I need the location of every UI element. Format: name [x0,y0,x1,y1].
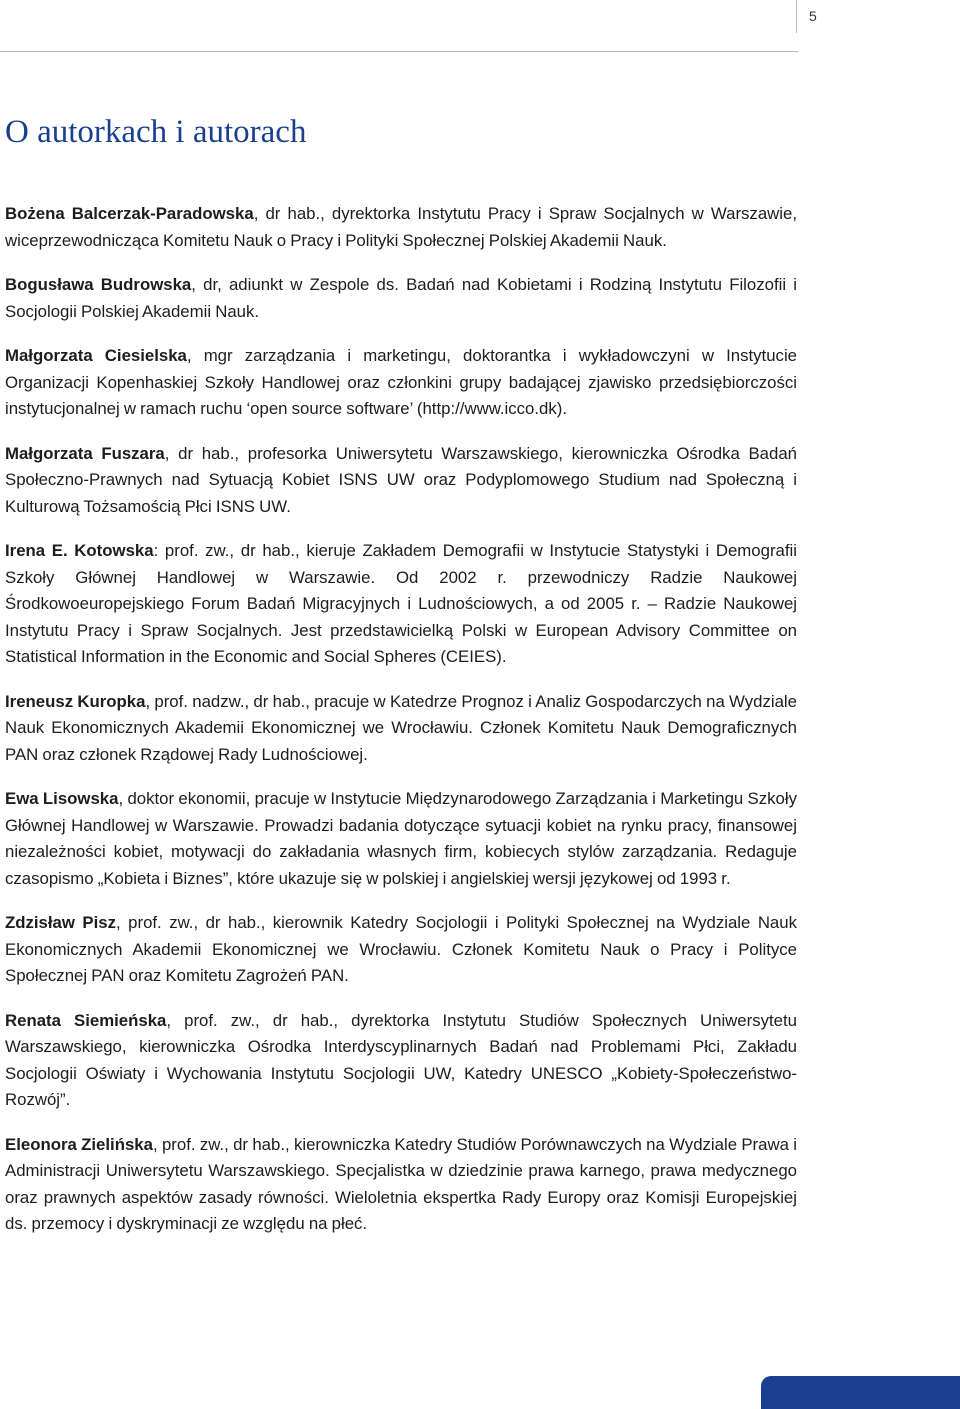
author-description: , prof. zw., dr hab., dyrektorka Instytutu Studiów Społecznych Uniwersytetu Warszawskiego, kierowniczka Ośrodka Interdyscyplinarnych Badań nad Problemami Płci, Zakładu Socjologii Oświaty i Wychowania Instytutu Socjologii UW, Katedry UNESCO „Kobiety-Społeczeństwo-Rozwój”. [5,1010,797,1109]
author-name: Bożena Balcerzak-Paradowska [5,204,254,223]
author-bio [5,441,797,521]
author-description: , doktor ekonomii, pracuje w Instytucie Międzynarodowego Zarządzania i Marketingu Szkoły Głównej Handlowej w Warszawie. Prowadzi badania dotyczące sytuacji kobiet na rynku pracy, finansowej niezależności kobiet, motywacji do zakładania własnych firm, kobiecych stylów zarządzania. Redaguje czasopismo „Kobieta i Biznes”, które ukazuje się w polskiej i angielskiej wersji językowej od 1993 r. [5,789,797,888]
author-bio [5,910,797,990]
author-bios [5,201,797,1256]
author-name: Irena E. Kotowska [5,541,154,560]
page-title: O autorkach i autorach [5,114,307,150]
author-bio [5,786,797,892]
author-bio [5,343,797,423]
author-bio [5,201,797,254]
author-name: Bogusława Budrowska [5,275,192,294]
author-name: Zdzisław Pisz [5,913,116,932]
author-description: , prof. nadzw., dr hab., pracuje w Katedrze Prognoz i Analiz Gospodarczych na Wydziale Nauk Ekonomicznych Akademii Ekonomicznej we Wrocławiu. Członek Komitetu Nauk Demograficznych PAN oraz członek Rządowej Rady Ludnościowej. [5,691,797,764]
author-description: , dr hab., dyrektorka Instytutu Pracy i Spraw Socjalnych w Warszawie, wiceprzewodnicząca Komitetu Nauk o Pracy i Polityki Społecznej Polskiej Akademii Nauk. [5,204,797,250]
corner-tab-decoration [761,1376,960,1409]
author-bio [5,1008,797,1114]
author-bio [5,1132,797,1238]
page-number: 5 [809,8,817,24]
author-bio [5,689,797,769]
author-description: , prof. zw., dr hab., kierowniczka Katedry Studiów Porównawczych na Wydziale Prawa i Administracji Uniwersytetu Warszawskiego. Specjalistka w dziedzinie prawa karnego, prawa medycznego oraz prawnych aspektów zasady równości. Wieloletnia ekspertka Rady Europy oraz Komisji Europejskiej ds. przemocy i dyskryminacji ze względu na płeć. [5,1134,797,1233]
author-bio [5,538,797,671]
page-number-divider [796,0,797,33]
author-name: Małgorzata Ciesielska [5,346,187,365]
author-description: : prof. zw., dr hab., kieruje Zakładem Demografii w Instytucie Statystyki i Demografii Szkoły Głównej Handlowej w Warszawie. Od 2002 r. przewodniczy Radzie Naukowej Środkowoeuropejskiego Forum Badań Migracyjnych i Ludnościowych, a od 2005 r. – Radzie Naukowej Instytutu Pracy i Spraw Socjalnych. Jest przedstawicielką Polski w European Advisory Committee on Statistical Information in the Economic and Social Spheres (CEIES). [5,541,797,666]
author-description: , dr, adiunkt w Zespole ds. Badań nad Kobietami i Rodziną Instytutu Filozofii i Socjologii Polskiej Akademii Nauk. [5,275,798,321]
author-bio [5,272,797,325]
author-name: Małgorzata Fuszara [5,443,165,463]
author-description: , prof. zw., dr hab., kierownik Katedry Socjologii i Polityki Społecznej na Wydziale Nauk Ekonomicznych Akademii Ekonomicznej we Wrocławiu. Członek Komitetu Nauk o Pracy i Polityce Społecznej PAN oraz Komitetu Zagrożeń PAN. [5,913,797,985]
author-description: , dr hab., profesorka Uniwersytetu Warszawskiego, kierowniczka Ośrodka Badań Społeczno-Prawnych nad Sytuacją Kobiet ISNS UW oraz Podyplomowego Studium nad Społeczną i Kulturową Tożsamością Płci ISNS UW. [5,443,797,516]
author-name: Ewa Lisowska [5,789,119,808]
author-description: , mgr zarządzania i marketingu, doktorantka i wykładowczyni w Instytucie Organizacji Kopenhaskiej Szkoły Handlowej oraz członkini grupy badającej zjawisko przedsiębiorczości instytucjonalnej w ramach ruchu ‘open source software’ (http://www.icco.dk). [5,346,797,418]
author-name: Renata Siemieńska [5,1010,167,1030]
header-rule [0,51,798,52]
author-name: Eleonora Zielińska [5,1134,153,1154]
author-name: Ireneusz Kuropka [5,691,146,711]
